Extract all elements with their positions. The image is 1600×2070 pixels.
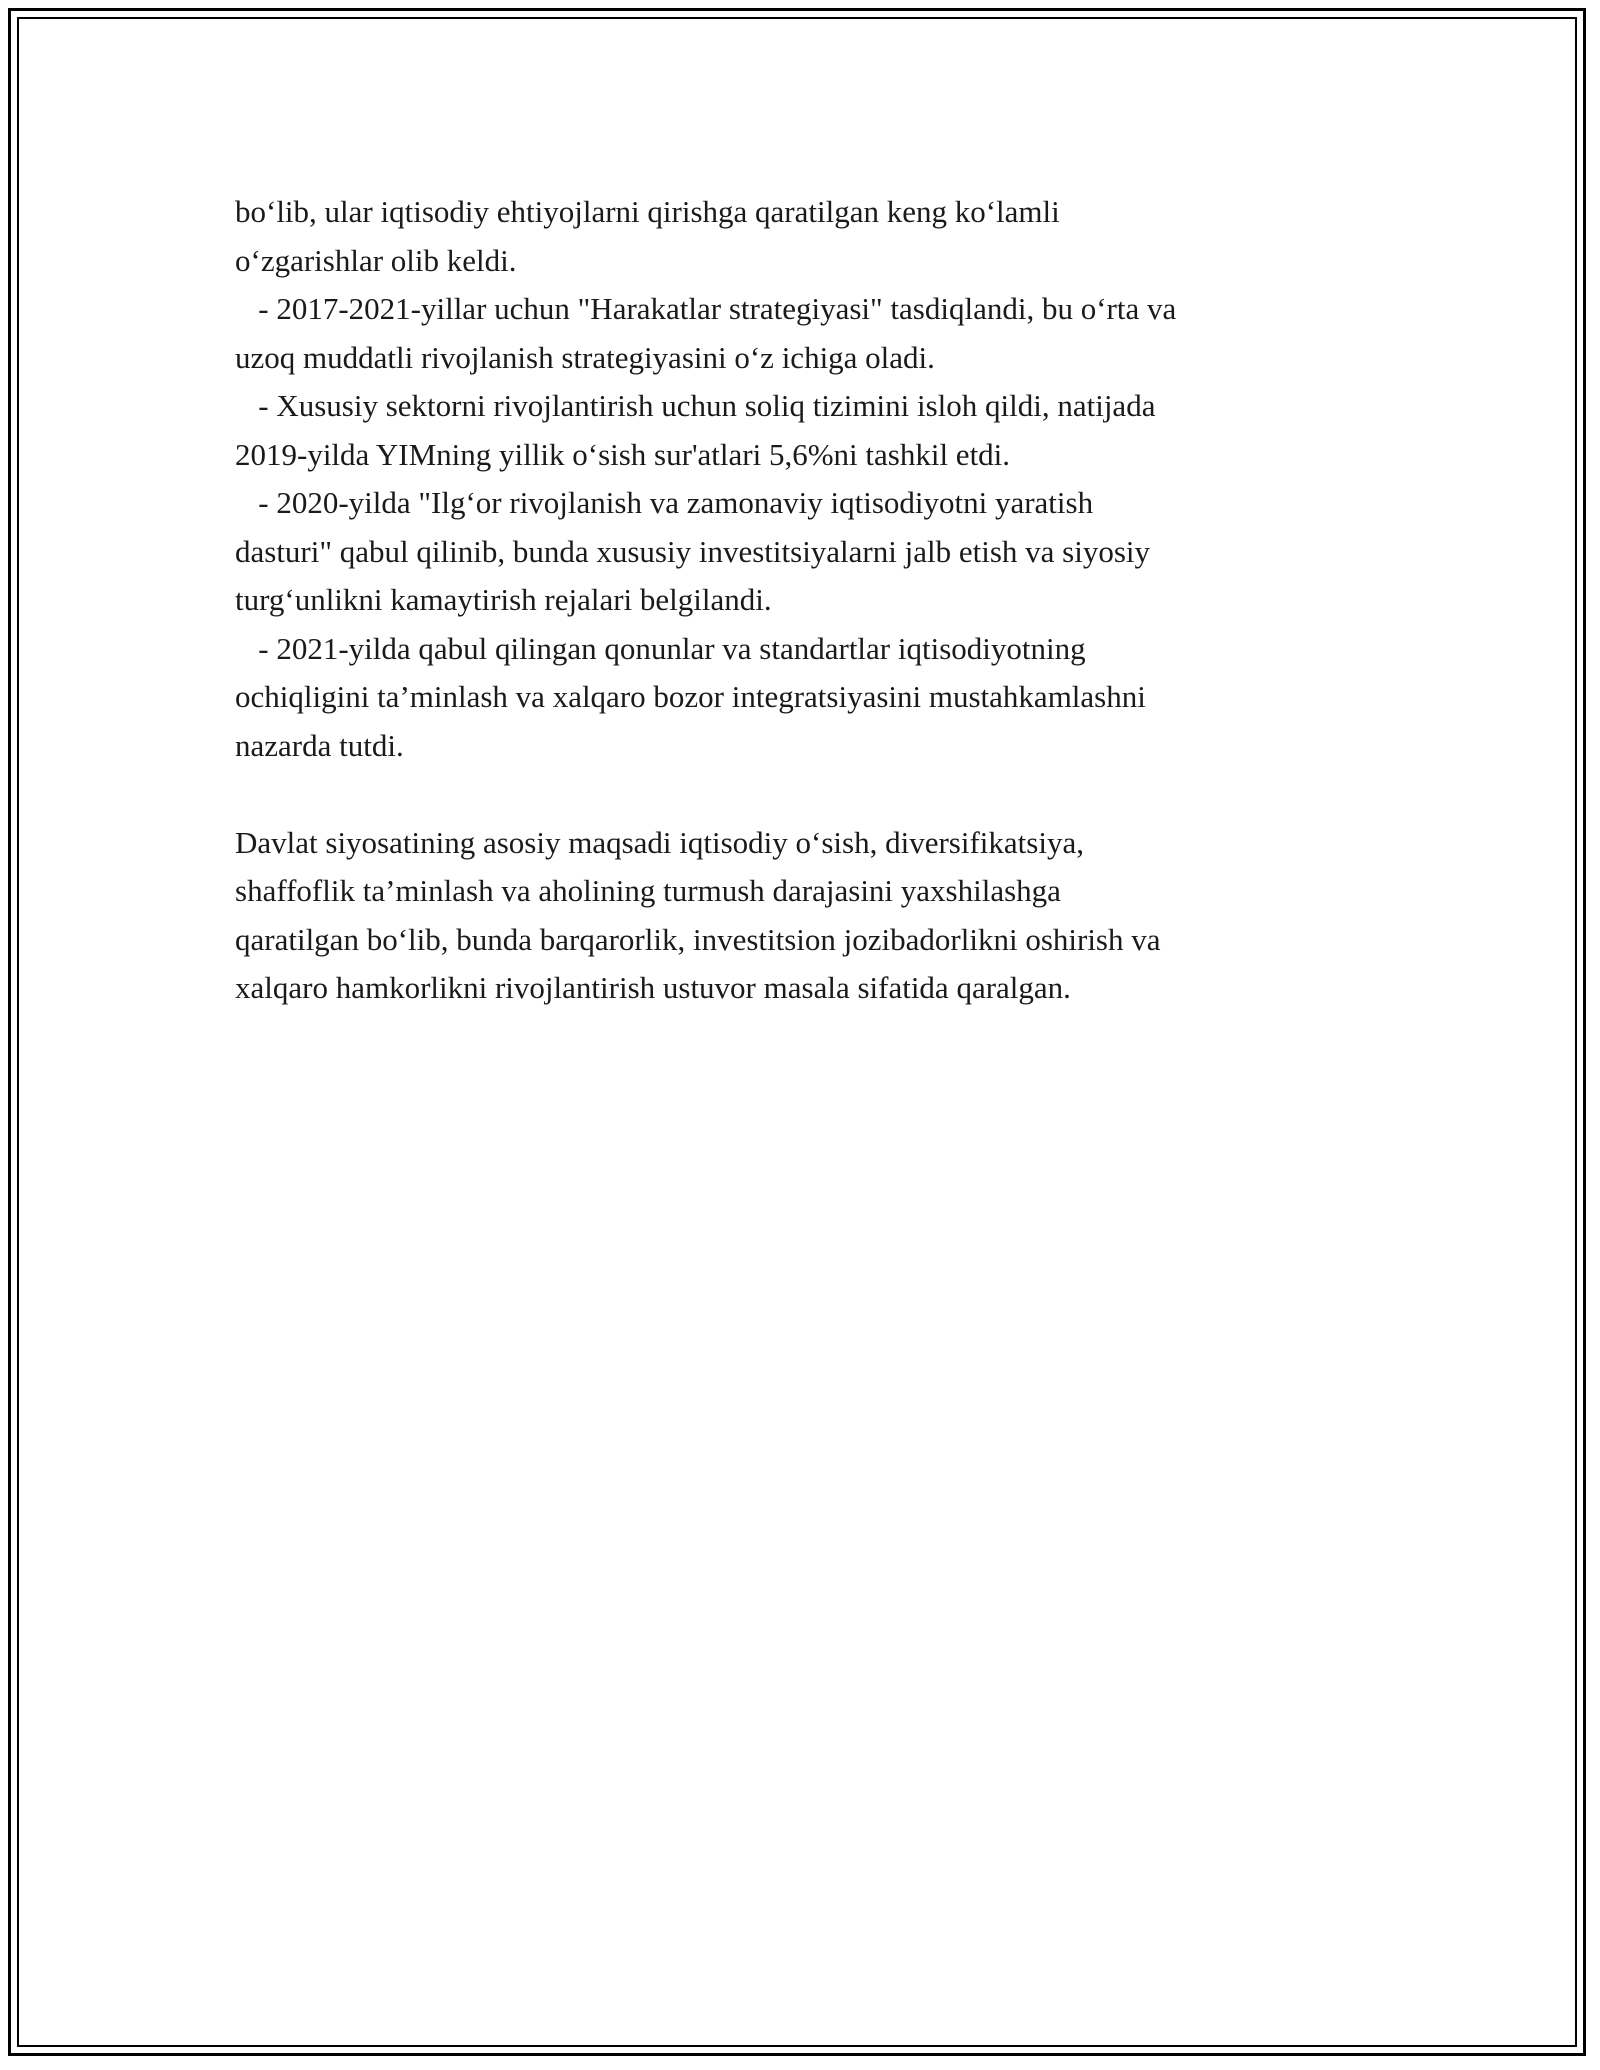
document-body <box>235 188 1365 1013</box>
list-item-tax: - Xususiy sektorni rivojlantirish uchun soliq tizimini isloh qildi, natijada <box>235 388 1156 423</box>
text-line: nazarda tutdi. <box>235 727 404 763</box>
text-line: o‘zgarishlar olib keldi. <box>235 242 517 278</box>
list-item-2021: - 2021-yilda qabul qilingan qonunlar va standartlar iqtisodiyotning <box>235 630 1086 666</box>
paragraph-reforms <box>235 188 1365 770</box>
text-line: shaffoflik ta’minlash va aholining turmush darajasini yaxshilashga <box>235 873 1061 908</box>
text-line: turg‘unlikni kamaytirish rejalari belgilandi. <box>235 582 772 617</box>
text-line: 2019-yilda YIMning yillik o‘sish sur'atlari 5,6%ni tashkil etdi. <box>235 436 1011 472</box>
paragraph-policy-goal <box>235 819 1365 1013</box>
text-line: bo‘lib, ular iqtisodiy ehtiyojlarni qirishga qaratilgan keng ko‘lamli <box>235 194 1060 229</box>
text-line: ochiqligini ta’minlash va xalqaro bozor integratsiyasini mustahkamlashni <box>235 679 1146 714</box>
list-item-2017: - 2017-2021-yillar uchun "Harakatlar strategiyasi" tasdiqlandi, bu o‘rta va <box>235 291 1177 326</box>
text-line: uzoq muddatli rivojlanish strategiyasini o‘z ichiga oladi. <box>235 339 935 375</box>
list-item-2020: - 2020-yilda "Ilg‘or rivojlanish va zamonaviy iqtisodiyotni yaratish <box>235 485 1094 520</box>
text-line: dasturi" qabul qilinib, bunda xususiy investitsiyalarni jalb etish va siyosiy <box>235 533 1151 569</box>
paragraph-gap <box>235 770 1365 819</box>
text-line: xalqaro hamkorlikni rivojlantirish ustuvor masala sifatida qaralgan. <box>235 970 1071 1005</box>
text-line: qaratilgan bo‘lib, bunda barqarorlik, investitsion jozibadorlikni oshirish va <box>235 921 1161 957</box>
text-line: Davlat siyosatining asosiy maqsadi iqtisodiy o‘sish, diversifikatsiya, <box>235 824 1084 860</box>
